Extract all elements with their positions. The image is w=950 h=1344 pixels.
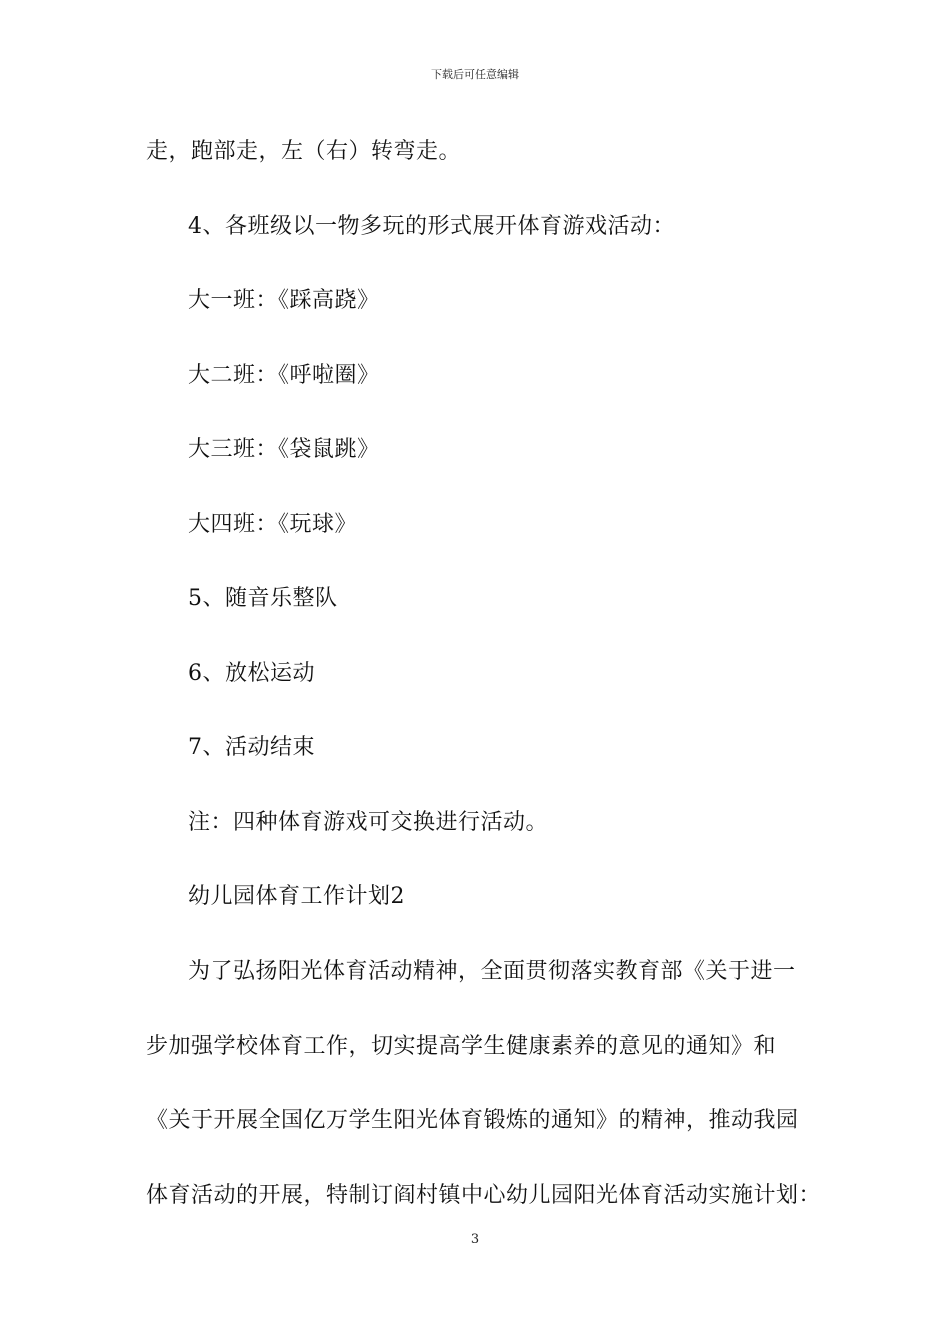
list-item: 6、放松运动 [188,661,315,686]
page-header: 下载后可任意编辑 [431,68,519,81]
note-line: 注：四种体育游戏可交换进行活动。 [188,810,549,835]
paragraph-line: 《关于开展全国亿万学生阳光体育锻炼的通知》的精神，推动我园 [146,1108,799,1133]
class-item: 大四班：《玩球》 [188,512,358,537]
section-heading: 幼儿园体育工作计划2 [188,884,405,909]
list-item: 4、各班级以一物多玩的形式展开体育游戏活动： [188,214,675,239]
paragraph-line: 体育活动的开展，特制订阎村镇中心幼儿园阳光体育活动实施计划： [146,1183,822,1208]
paragraph-line: 走，跑部走，左（右）转弯走。 [146,139,462,164]
paragraph-line: 步加强学校体育工作，切实提高学生健康素养的意见的通知》和 [146,1034,777,1059]
list-item: 5、随音乐整队 [188,586,338,611]
class-item: 大一班：《踩高跷》 [188,288,380,313]
paragraph-line: 为了弘扬阳光体育活动精神，全面贯彻落实教育部《关于进一 [188,959,796,984]
class-item: 大二班：《呼啦圈》 [188,363,380,388]
page-number: 3 [470,1232,480,1247]
class-item: 大三班：《袋鼠跳》 [188,437,380,462]
list-item: 7、活动结束 [188,735,315,760]
